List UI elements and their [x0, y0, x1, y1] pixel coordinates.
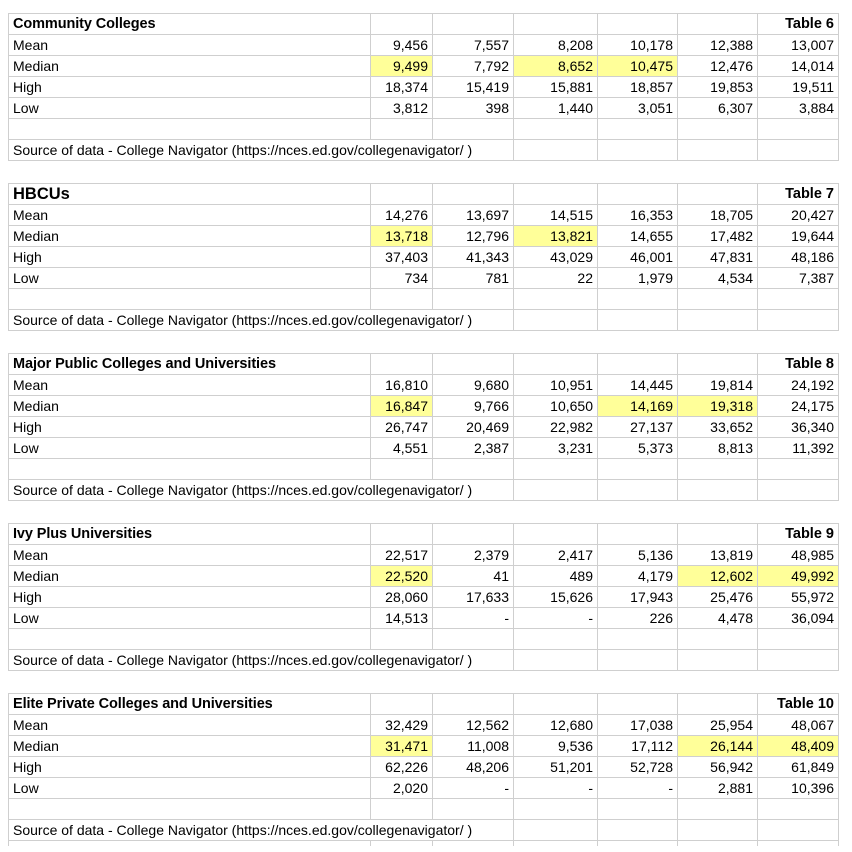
cell[interactable]: 48,067 [758, 715, 839, 736]
empty-cell[interactable] [371, 354, 433, 375]
empty-cell[interactable] [758, 140, 839, 161]
empty-cell [678, 841, 758, 847]
table-row [9, 736, 839, 757]
table-row [9, 778, 839, 799]
cell[interactable]: 26,144 [678, 736, 758, 757]
row-label[interactable]: Mean [9, 715, 371, 736]
table-row [9, 396, 839, 417]
cell[interactable]: 8,652 [514, 56, 598, 77]
empty-cell[interactable] [514, 140, 598, 161]
empty-cell[interactable] [678, 694, 758, 715]
empty-cell[interactable] [678, 140, 758, 161]
empty-cell[interactable] [9, 799, 371, 820]
cell[interactable]: 13,697 [433, 205, 514, 226]
empty-cell[interactable] [514, 184, 598, 205]
cell[interactable]: 32,429 [371, 715, 433, 736]
empty-cell[interactable] [371, 524, 433, 545]
empty-cell[interactable] [598, 480, 678, 501]
cell[interactable]: 3,231 [514, 438, 598, 459]
cell[interactable]: 25,476 [678, 587, 758, 608]
empty-cell[interactable] [758, 310, 839, 331]
cell[interactable]: 489 [514, 566, 598, 587]
empty-cell[interactable] [758, 629, 839, 650]
cell[interactable]: 22,982 [514, 417, 598, 438]
empty-cell[interactable] [514, 650, 598, 671]
cell[interactable]: 3,812 [371, 98, 433, 119]
empty-cell[interactable] [758, 480, 839, 501]
stats-table [8, 523, 839, 671]
cell[interactable]: 48,186 [758, 247, 839, 268]
table-number-label[interactable]: Table 10 [758, 694, 839, 715]
table-row [9, 98, 839, 119]
empty-cell[interactable] [371, 184, 433, 205]
empty-cell[interactable] [598, 14, 678, 35]
row-label[interactable]: Mean [9, 35, 371, 56]
row-label[interactable]: Mean [9, 375, 371, 396]
empty-cell[interactable] [598, 650, 678, 671]
table-number-label[interactable]: Table 8 [758, 354, 839, 375]
cell[interactable]: 7,557 [433, 35, 514, 56]
empty-cell[interactable] [514, 799, 598, 820]
source-row [9, 480, 839, 501]
table-header-row [9, 694, 839, 715]
cell[interactable]: 49,992 [758, 566, 839, 587]
empty-cell[interactable] [371, 459, 433, 480]
empty-cell[interactable] [598, 119, 678, 140]
cell[interactable]: 16,353 [598, 205, 678, 226]
spacer-row [9, 799, 839, 820]
cell[interactable]: - [514, 778, 598, 799]
empty-cell[interactable] [678, 289, 758, 310]
stats-table [8, 13, 839, 161]
cell[interactable]: 14,014 [758, 56, 839, 77]
empty-cell[interactable] [598, 184, 678, 205]
cell[interactable]: 25,954 [678, 715, 758, 736]
cell[interactable]: 17,112 [598, 736, 678, 757]
cell[interactable]: 12,680 [514, 715, 598, 736]
cell[interactable]: 26,747 [371, 417, 433, 438]
table-title[interactable]: Community Colleges [9, 14, 371, 35]
empty-cell[interactable] [433, 289, 514, 310]
row-label[interactable]: Low [9, 778, 371, 799]
table-header-row [9, 354, 839, 375]
cell[interactable]: 15,419 [433, 77, 514, 98]
cell[interactable]: - [514, 608, 598, 629]
table-row [9, 226, 839, 247]
cell[interactable]: 31,471 [371, 736, 433, 757]
empty-cell[interactable] [758, 650, 839, 671]
cell[interactable]: 56,942 [678, 757, 758, 778]
cell[interactable]: 2,379 [433, 545, 514, 566]
row-label[interactable]: High [9, 417, 371, 438]
table-header-row [9, 14, 839, 35]
table-row [9, 375, 839, 396]
cell[interactable]: 398 [433, 98, 514, 119]
empty-cell[interactable] [598, 799, 678, 820]
table-number-label[interactable]: Table 7 [758, 184, 839, 205]
cell[interactable]: 734 [371, 268, 433, 289]
cell[interactable]: 37,403 [371, 247, 433, 268]
empty-cell[interactable] [514, 629, 598, 650]
spacer-row [9, 459, 839, 480]
row-label[interactable]: High [9, 247, 371, 268]
empty-cell[interactable] [758, 820, 839, 841]
table-header-row [9, 524, 839, 545]
stats-table [8, 693, 839, 846]
table-row [9, 566, 839, 587]
empty-cell[interactable] [758, 119, 839, 140]
cell[interactable]: 9,766 [433, 396, 514, 417]
empty-cell[interactable] [758, 459, 839, 480]
table-row [9, 35, 839, 56]
cell[interactable]: 13,819 [678, 545, 758, 566]
cell[interactable]: 55,972 [758, 587, 839, 608]
empty-cell[interactable] [514, 459, 598, 480]
table-row [9, 587, 839, 608]
cell[interactable]: 48,985 [758, 545, 839, 566]
empty-cell[interactable] [433, 694, 514, 715]
table-row [9, 438, 839, 459]
empty-cell[interactable] [598, 459, 678, 480]
empty-cell[interactable] [678, 629, 758, 650]
cell[interactable]: 14,515 [514, 205, 598, 226]
empty-cell[interactable] [514, 119, 598, 140]
cell[interactable]: 19,853 [678, 77, 758, 98]
stats-table [8, 353, 839, 501]
empty-cell[interactable] [678, 459, 758, 480]
spacer-row [9, 629, 839, 650]
empty-cell[interactable] [433, 354, 514, 375]
table-title[interactable]: Major Public Colleges and Universities [9, 354, 371, 375]
empty-cell[interactable] [678, 650, 758, 671]
empty-cell[interactable] [678, 119, 758, 140]
empty-cell[interactable] [678, 524, 758, 545]
row-label[interactable]: Median [9, 226, 371, 247]
row-label[interactable]: Median [9, 396, 371, 417]
cell[interactable]: - [433, 778, 514, 799]
cell[interactable]: 27,137 [598, 417, 678, 438]
empty-cell[interactable] [598, 694, 678, 715]
table-row [9, 205, 839, 226]
cell[interactable]: 11,392 [758, 438, 839, 459]
empty-cell[interactable] [758, 799, 839, 820]
empty-cell[interactable] [678, 184, 758, 205]
empty-cell[interactable] [758, 289, 839, 310]
row-label[interactable]: Mean [9, 545, 371, 566]
cell[interactable]: 9,456 [371, 35, 433, 56]
cell[interactable]: 22 [514, 268, 598, 289]
cell[interactable]: 5,373 [598, 438, 678, 459]
cell[interactable]: 17,038 [598, 715, 678, 736]
empty-cell[interactable] [433, 14, 514, 35]
table-title[interactable]: Ivy Plus Universities [9, 524, 371, 545]
empty-cell[interactable] [371, 694, 433, 715]
cell[interactable]: 33,652 [678, 417, 758, 438]
row-label[interactable]: Low [9, 98, 371, 119]
cell[interactable]: 62,226 [371, 757, 433, 778]
cell[interactable]: 15,881 [514, 77, 598, 98]
cell[interactable]: 14,276 [371, 205, 433, 226]
table-row [9, 77, 839, 98]
table-number-label[interactable]: Table 9 [758, 524, 839, 545]
empty-cell [514, 841, 598, 847]
table-row [9, 757, 839, 778]
empty-cell[interactable] [598, 289, 678, 310]
cell[interactable]: 11,008 [433, 736, 514, 757]
cell[interactable]: 14,169 [598, 396, 678, 417]
cell[interactable]: 13,007 [758, 35, 839, 56]
cell[interactable]: 4,179 [598, 566, 678, 587]
empty-cell[interactable] [9, 459, 371, 480]
table-row [9, 545, 839, 566]
cell[interactable]: 14,445 [598, 375, 678, 396]
cell[interactable]: 22,520 [371, 566, 433, 587]
cell[interactable]: 4,534 [678, 268, 758, 289]
cell[interactable]: 41,343 [433, 247, 514, 268]
empty-cell [598, 841, 678, 847]
row-label[interactable]: High [9, 77, 371, 98]
cell[interactable]: 8,208 [514, 35, 598, 56]
cell[interactable]: 15,626 [514, 587, 598, 608]
cell[interactable]: 36,340 [758, 417, 839, 438]
cell[interactable]: 36,094 [758, 608, 839, 629]
empty-cell [371, 841, 433, 847]
cell[interactable]: 24,192 [758, 375, 839, 396]
row-label[interactable]: Mean [9, 205, 371, 226]
empty-cell[interactable] [371, 14, 433, 35]
table-row [9, 608, 839, 629]
empty-cell[interactable] [598, 524, 678, 545]
table-row [9, 247, 839, 268]
source-note[interactable]: Source of data - College Navigator (https://nces.ed.gov/collegenavigator/ ) [9, 480, 514, 501]
cell[interactable]: 1,979 [598, 268, 678, 289]
empty-cell [433, 841, 514, 847]
cell[interactable]: 3,884 [758, 98, 839, 119]
cell[interactable]: 9,680 [433, 375, 514, 396]
cell[interactable]: 18,857 [598, 77, 678, 98]
table-title[interactable]: Elite Private Colleges and Universities [9, 694, 371, 715]
cell[interactable]: 19,318 [678, 396, 758, 417]
cell[interactable]: 7,792 [433, 56, 514, 77]
cell[interactable]: 781 [433, 268, 514, 289]
empty-cell[interactable] [598, 629, 678, 650]
cell[interactable]: - [433, 608, 514, 629]
empty-cell[interactable] [678, 480, 758, 501]
cell[interactable]: 2,881 [678, 778, 758, 799]
cell[interactable]: 14,513 [371, 608, 433, 629]
stats-table [8, 183, 839, 331]
cell[interactable]: 9,536 [514, 736, 598, 757]
empty-cell[interactable] [598, 820, 678, 841]
cell[interactable]: 5,136 [598, 545, 678, 566]
row-label[interactable]: Median [9, 566, 371, 587]
source-note[interactable]: Source of data - College Navigator (https://nces.ed.gov/collegenavigator/ ) [9, 140, 514, 161]
cell[interactable]: 12,388 [678, 35, 758, 56]
cell[interactable]: 12,602 [678, 566, 758, 587]
cell[interactable]: 8,813 [678, 438, 758, 459]
empty-cell [9, 841, 371, 847]
cell[interactable]: 4,478 [678, 608, 758, 629]
cell[interactable]: - [598, 778, 678, 799]
table-row [9, 268, 839, 289]
row-label[interactable]: Low [9, 608, 371, 629]
source-row [9, 310, 839, 331]
empty-cell[interactable] [598, 354, 678, 375]
row-label[interactable]: High [9, 757, 371, 778]
cell[interactable]: 226 [598, 608, 678, 629]
empty-cell[interactable] [514, 694, 598, 715]
source-note[interactable]: Source of data - College Navigator (https://nces.ed.gov/collegenavigator/ ) [9, 820, 514, 841]
empty-cell[interactable] [371, 629, 433, 650]
source-note[interactable]: Source of data - College Navigator (https://nces.ed.gov/collegenavigator/ ) [9, 310, 514, 331]
spacer-row [9, 289, 839, 310]
cell[interactable]: 3,051 [598, 98, 678, 119]
empty-cell[interactable] [371, 799, 433, 820]
row-label[interactable]: Median [9, 56, 371, 77]
partial-row [9, 841, 839, 847]
empty-cell[interactable] [514, 14, 598, 35]
source-note[interactable]: Source of data - College Navigator (https://nces.ed.gov/collegenavigator/ ) [9, 650, 514, 671]
cell[interactable]: 10,178 [598, 35, 678, 56]
cell[interactable]: 28,060 [371, 587, 433, 608]
table-title[interactable]: HBCUs [9, 184, 371, 205]
cell[interactable]: 17,943 [598, 587, 678, 608]
cell[interactable]: 12,796 [433, 226, 514, 247]
empty-cell[interactable] [433, 459, 514, 480]
table-row [9, 417, 839, 438]
source-row [9, 820, 839, 841]
cell[interactable]: 2,020 [371, 778, 433, 799]
cell[interactable]: 22,517 [371, 545, 433, 566]
table-row [9, 56, 839, 77]
cell[interactable]: 20,469 [433, 417, 514, 438]
empty-cell[interactable] [514, 480, 598, 501]
empty-cell[interactable] [598, 310, 678, 331]
cell[interactable]: 19,644 [758, 226, 839, 247]
empty-cell[interactable] [598, 140, 678, 161]
cell[interactable]: 43,029 [514, 247, 598, 268]
cell[interactable]: 41 [433, 566, 514, 587]
cell[interactable]: 12,476 [678, 56, 758, 77]
empty-cell[interactable] [678, 799, 758, 820]
tables-container [8, 13, 839, 846]
cell[interactable]: 10,951 [514, 375, 598, 396]
cell[interactable]: 6,307 [678, 98, 758, 119]
cell[interactable]: 1,440 [514, 98, 598, 119]
empty-cell[interactable] [9, 629, 371, 650]
cell[interactable]: 48,409 [758, 736, 839, 757]
cell[interactable]: 52,728 [598, 757, 678, 778]
cell[interactable]: 2,417 [514, 545, 598, 566]
empty-cell[interactable] [433, 524, 514, 545]
empty-cell[interactable] [514, 289, 598, 310]
table-number-label[interactable]: Table 6 [758, 14, 839, 35]
cell[interactable]: 18,374 [371, 77, 433, 98]
spacer-row [9, 119, 839, 140]
row-label[interactable]: High [9, 587, 371, 608]
empty-cell[interactable] [678, 14, 758, 35]
cell[interactable]: 19,814 [678, 375, 758, 396]
cell[interactable]: 18,705 [678, 205, 758, 226]
empty-cell[interactable] [9, 119, 371, 140]
table-header-row [9, 184, 839, 205]
cell[interactable]: 7,387 [758, 268, 839, 289]
empty-cell[interactable] [371, 119, 433, 140]
row-label[interactable]: Median [9, 736, 371, 757]
empty-cell[interactable] [9, 289, 371, 310]
source-row [9, 140, 839, 161]
cell[interactable]: 4,551 [371, 438, 433, 459]
empty-cell[interactable] [433, 184, 514, 205]
table-row [9, 715, 839, 736]
spreadsheet-sheet [8, 13, 839, 846]
empty-cell[interactable] [433, 119, 514, 140]
empty-cell[interactable] [678, 310, 758, 331]
cell[interactable]: 47,831 [678, 247, 758, 268]
empty-cell[interactable] [678, 354, 758, 375]
cell[interactable]: 2,387 [433, 438, 514, 459]
cell[interactable]: 10,475 [598, 56, 678, 77]
cell[interactable]: 14,655 [598, 226, 678, 247]
cell[interactable]: 17,482 [678, 226, 758, 247]
cell[interactable]: 10,650 [514, 396, 598, 417]
cell[interactable]: 16,847 [371, 396, 433, 417]
empty-cell[interactable] [433, 629, 514, 650]
empty-cell[interactable] [514, 310, 598, 331]
empty-cell[interactable] [371, 289, 433, 310]
cell[interactable]: 48,206 [433, 757, 514, 778]
empty-cell [758, 841, 839, 847]
cell[interactable]: 17,633 [433, 587, 514, 608]
cell[interactable]: 16,810 [371, 375, 433, 396]
empty-cell[interactable] [433, 799, 514, 820]
row-label[interactable]: Low [9, 438, 371, 459]
empty-cell[interactable] [514, 820, 598, 841]
empty-cell[interactable] [514, 354, 598, 375]
cell[interactable]: 46,001 [598, 247, 678, 268]
cell[interactable]: 51,201 [514, 757, 598, 778]
cell[interactable]: 10,396 [758, 778, 839, 799]
cell[interactable]: 13,821 [514, 226, 598, 247]
cell[interactable]: 19,511 [758, 77, 839, 98]
cell[interactable]: 61,849 [758, 757, 839, 778]
empty-cell[interactable] [678, 820, 758, 841]
source-row [9, 650, 839, 671]
cell[interactable]: 13,718 [371, 226, 433, 247]
cell[interactable]: 24,175 [758, 396, 839, 417]
empty-cell[interactable] [514, 524, 598, 545]
cell[interactable]: 9,499 [371, 56, 433, 77]
row-label[interactable]: Low [9, 268, 371, 289]
cell[interactable]: 12,562 [433, 715, 514, 736]
cell[interactable]: 20,427 [758, 205, 839, 226]
